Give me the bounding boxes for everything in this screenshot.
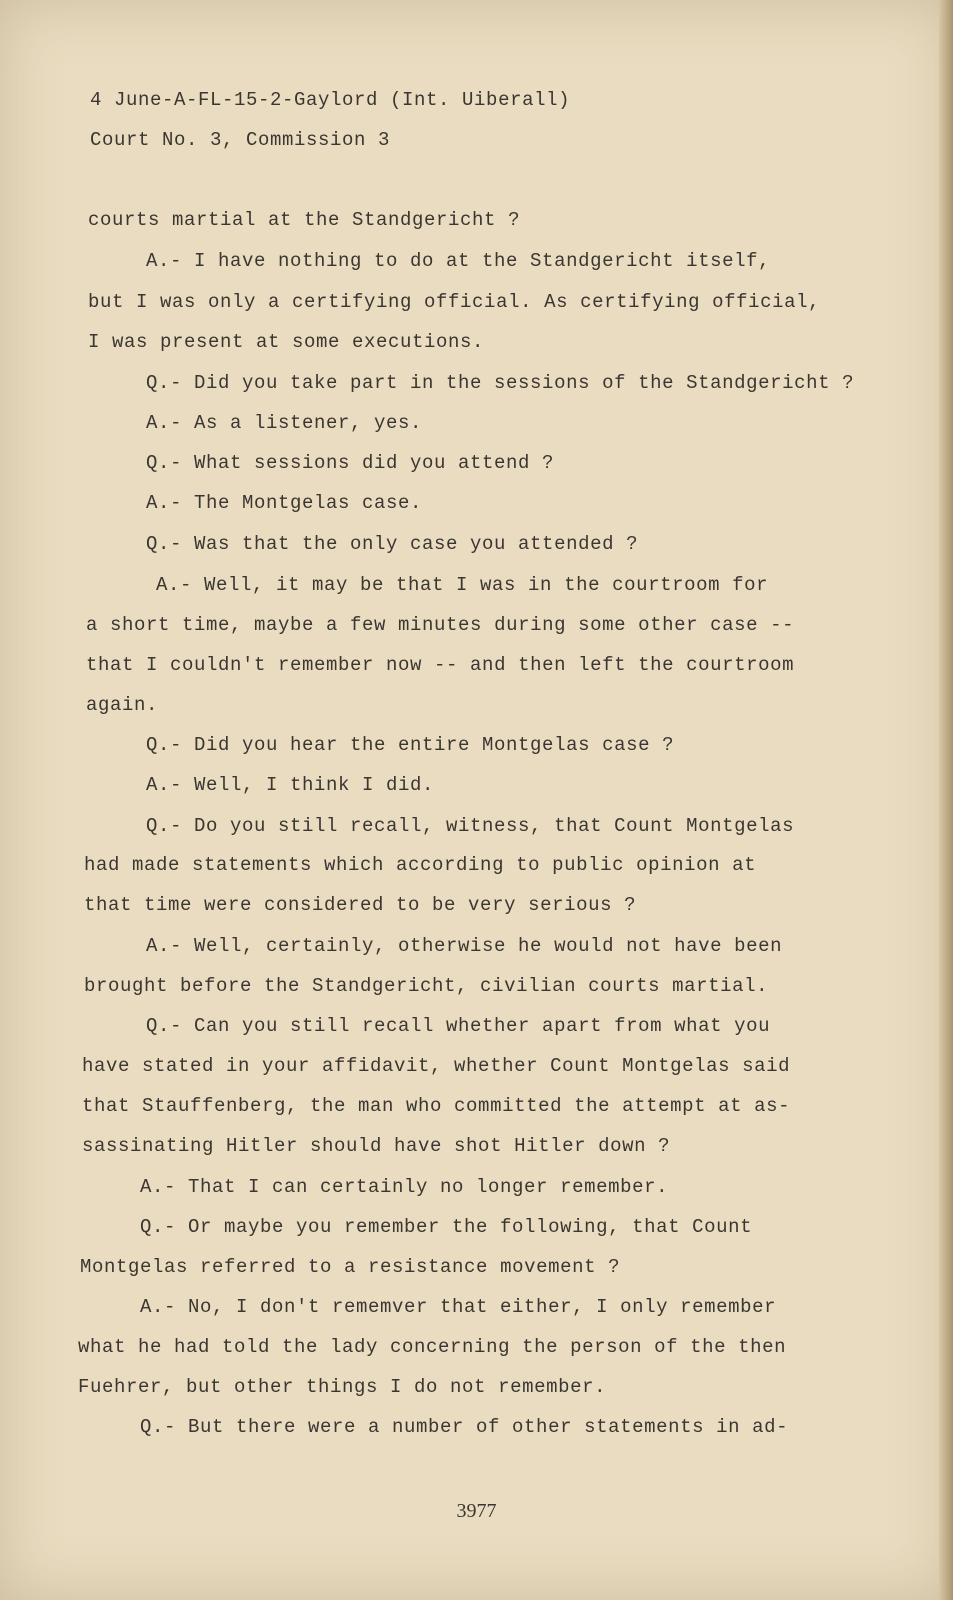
text-line: A.- Well, I think I did.: [146, 774, 435, 796]
page-number: 3977: [456, 1500, 497, 1522]
text-line: courts martial at the Standgericht ?: [88, 209, 521, 231]
text-line: A.- Well, it may be that I was in the courtroom for: [156, 574, 769, 596]
text-line: A.- As a listener, yes.: [146, 412, 423, 434]
text-line: sassinating Hitler should have shot Hitler down ?: [82, 1135, 671, 1157]
text-line: that Stauffenberg, the man who committed the attempt at as-: [82, 1095, 791, 1117]
text-line: Q.- Did you take part in the sessions of the Standgericht ?: [146, 372, 855, 394]
text-line: A.- I have nothing to do at the Standgericht itself,: [146, 250, 771, 272]
text-line: Q.- Can you still recall whether apart from what you: [146, 1015, 771, 1037]
text-line: but I was only a certifying official. As certifying official,: [88, 291, 821, 313]
text-line: that I couldn't remember now -- and then left the courtroom: [86, 654, 795, 676]
text-line: Q.- What sessions did you attend ?: [146, 452, 555, 474]
text-line: A.- The Montgelas case.: [146, 492, 423, 514]
text-line: A.- Well, certainly, otherwise he would not have been: [146, 935, 783, 957]
text-line: A.- No, I don't rememver that either, I only remember: [140, 1296, 777, 1318]
text-line: A.- That I can certainly no longer remember.: [140, 1176, 669, 1198]
text-line: Montgelas referred to a resistance movement ?: [80, 1256, 621, 1278]
header-line-2: Court No. 3, Commission 3: [90, 129, 391, 151]
text-line: had made statements which according to public opinion at: [84, 854, 757, 876]
text-line: Fuehrer, but other things I do not remember.: [78, 1376, 607, 1398]
text-line: Q.- Was that the only case you attended ?: [146, 533, 639, 555]
text-line: have stated in your affidavit, whether Count Montgelas said: [82, 1055, 791, 1077]
text-line: brought before the Standgericht, civilian courts martial.: [84, 975, 769, 997]
text-line: I was present at some executions.: [88, 331, 485, 353]
text-line: Q.- But there were a number of other statements in ad-: [140, 1416, 789, 1438]
header-line-1: 4 June-A-FL-15-2-Gaylord (Int. Uiberall): [90, 89, 571, 111]
text-line: Q.- Do you still recall, witness, that Count Montgelas: [146, 815, 795, 837]
text-line: what he had told the lady concerning the person of the then: [78, 1336, 787, 1358]
text-line: Q.- Did you hear the entire Montgelas case ?: [146, 734, 675, 756]
text-line: that time were considered to be very serious ?: [84, 894, 637, 916]
page-edge: [939, 0, 953, 1600]
text-line: again.: [86, 694, 159, 716]
text-line: a short time, maybe a few minutes during some other case --: [86, 614, 795, 636]
text-line: Q.- Or maybe you remember the following, that Count: [140, 1216, 753, 1238]
